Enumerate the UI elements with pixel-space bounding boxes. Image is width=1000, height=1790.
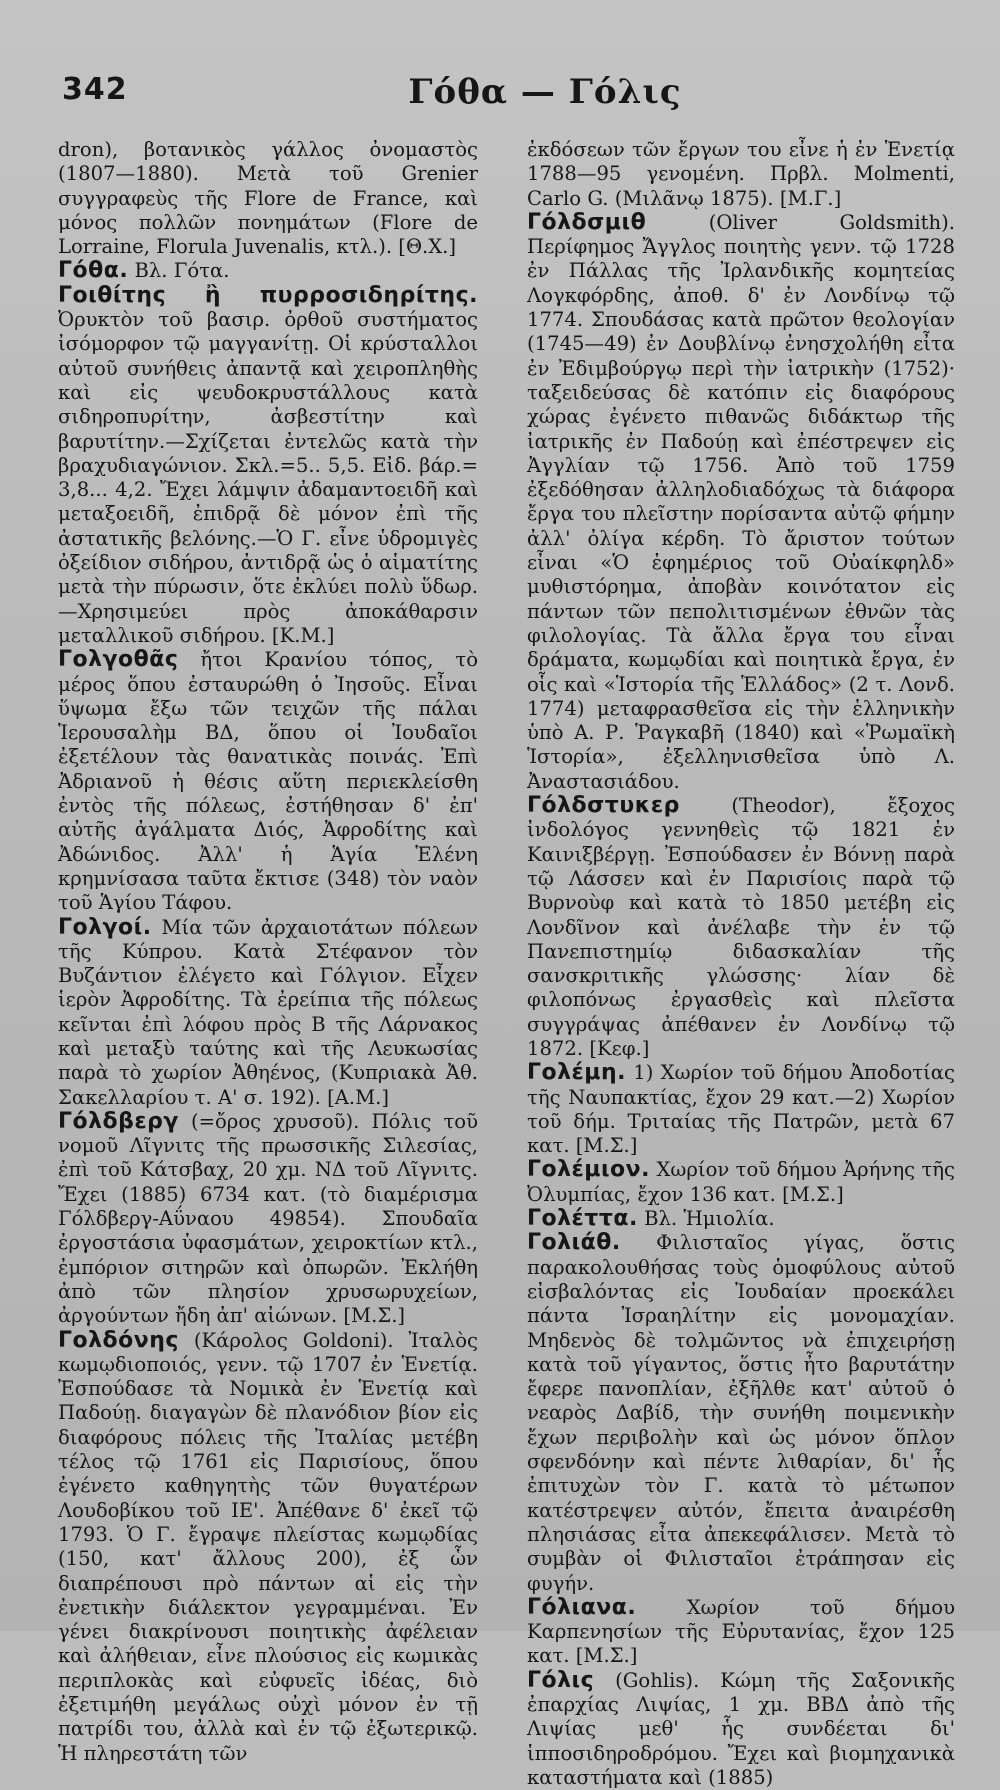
entry-text: ἐκδόσεων τῶν ἔργων του εἶνε ἡ ἐν Ἑνετίᾳ 1788—95 γενομένη. Πρβλ. Molmenti, Carlo G. (Μιλᾶνῳ 1875). [Μ.Γ.] — [527, 138, 955, 210]
dictionary-entry — [527, 1669, 955, 1790]
entry-text: (Gohlis). Κώμη τῆς Σαξονικῆς ἐπαρχίας Λιψίας, 1 χμ. ΒΒΔ ἀπὸ τῆς Λιψίας μεθ' ἧς συνδέεται δι' ἱπποσιδηροδρόμου. Ἔχει καὶ βιομηχανικὰ καταστήματα καὶ (1885) — [527, 1668, 955, 1789]
dictionary-entry — [527, 138, 955, 211]
entry-headword: Γοιθίτης ἢ πυρροσιδηρίτης. — [58, 282, 478, 308]
entry-headword: Γολγοί. — [58, 914, 152, 940]
entry-text: Χωρίον τοῦ δήμου Καρπενησίων τῆς Εὐρυτανίας, ἔχον 125 κατ. [Μ.Σ.] — [527, 1595, 955, 1668]
entry-text: Μία τῶν ἀρχαιοτάτων πόλεων τῆς Κύπρου. Κατὰ Στέφανον τὸν Βυζάντιον ἐλέγετο καὶ Γόλγιον. Εἶχεν ἱερὸν Ἀφροδίτης. Τὰ ἐρείπια τῆς πόλεως κεῖνται ἐπὶ λόφου πρὸς Β τῆς Λάρνακος καὶ μεταξὺ ταύτης καὶ τῆς Λευκωσίας παρὰ τὸ χωρίον Ἀθηένος, (Κυπριακὰ Ἀθ. Σακελλαρίου τ. Α' σ. 192). [Α.Μ.] — [58, 915, 478, 1109]
entry-headword: Γολγοθᾶς — [58, 647, 179, 673]
entry-text: Φιλισταῖος γίγας, ὅστις παρακολουθήσας τοὺς ὁμοφύλους αὐτοῦ εἰσβαλόντας εἰς Ἰουδαίαν προεκάλει πάντα Ἰσραηλίτην εἰς μονομαχίαν. Μηδενὸς δὲ τολμῶντος νὰ ἐπιχειρήσῃ κατὰ τοῦ γίγαντος, ὅστις ἦτο βαρυτάτην ἔφερε πανοπλίαν, ἐξῆλθε κατ' αὐτοῦ ὁ νεαρὸς Δαβίδ, τὴν συνήθη ποιμενικὴν ἔχων περιβολὴν καὶ ὡς μόνον ὅπλον σφενδόνην καὶ πέντε λιθαρίαν, δι' ἧς ἐπιτυχὼν τὸν Γ. κατὰ τὸ μέτωπον κατέστρεψεν αὐτόν, ἔπειτα ἀναιρέσθη πλησιάσας εἶτα ἀπεκεφάλισεν. Μετὰ τὸ συμβὰν οἱ Φιλισταῖοι ἐτράπησαν εἰς φυγήν. — [527, 1231, 956, 1595]
dictionary-entry — [58, 259, 478, 283]
entry-text: (=ὄρος χρυσοῦ). Πόλις τοῦ νομοῦ Λῖγνιτς τῆς πρωσσικῆς Σιλεσίας, ἐπὶ τοῦ Κάτσβαχ, 20 χμ. ΝΔ τοῦ Λῖγνιτς. Ἔχει (1885) 6734 κατ. (τὸ διαμέρισμα Γόλδβεργ-Αΰναου 49854). Σπουδαῖα ἐργοστάσια ὑφασμάτων, χειροκτίων κτλ., ἐμπόριον σιτηρῶν καὶ ὀπωρῶν. Ἐκλήθη ἀπὸ τῶν πλησίον χρυσωρυχείων, ἀργούντων ἤδη ἀπ' αἰώνων. [Μ.Σ.] — [58, 1109, 478, 1328]
dictionary-entry — [527, 1231, 955, 1595]
entry-headword: Γολιάθ. — [527, 1230, 621, 1256]
dictionary-entry — [58, 1329, 478, 1766]
page-number: 342 — [62, 72, 128, 107]
entry-headword: Γολέττα. — [527, 1206, 638, 1232]
entry-headword: Γόλδβεργ — [58, 1108, 179, 1134]
entry-text: ἤτοι Κρανίου τόπος, τὸ μέρος ὅπου ἐσταυρώθη ὁ Ἰησοῦς. Εἶναι ὕψωμα ἔξω τῶν τειχῶν τῆς πάλαι Ἱερουσαλὴμ ΒΔ, ὅπου οἱ Ἰουδαῖοι ἐξετέλουν τὰς θανατικὰς ποινάς. Ἐπὶ Ἀδριανοῦ ἡ θέσις αὕτη περιεκλείσθη ἐντὸς τῆς πόλεως, ἐστήθησαν δ' ἐπ' αὐτῆς ἀγάλματα Διός, Ἀφροδίτης καὶ Ἀδώνιδος. Ἀλλ' ἡ Ἁγία Ἑλένη κρημνίσασα ταῦτα ἔκτισε (348) τὸν ναὸν τοῦ Ἁγίου Τάφου. — [58, 648, 478, 915]
left-column — [58, 138, 478, 1765]
dictionary-entry — [527, 1158, 955, 1207]
dictionary-entry — [527, 1207, 955, 1231]
entry-text: Βλ. Ἡμιολία. — [644, 1207, 775, 1231]
entry-headword: Γόλις — [527, 1667, 595, 1693]
entry-headword: Γόθα. — [58, 258, 129, 284]
entry-text: Βλ. Γότα. — [134, 259, 230, 283]
dictionary-entry — [527, 1061, 955, 1158]
entry-text: dron), βοτανικὸς γάλλος ὀνομαστὸς (1807—1880). Μετὰ τοῦ Grenier συγγραφεὺς τῆς Flore de France, καὶ μόνος πολλῶν πονημάτων (Flore de Lorraine, Florula Juvenalis, κτλ.). [Θ.Χ.] — [58, 138, 478, 259]
entry-text: (Theodor), ἔξοχος ἰνδολόγος γεννηθεὶς τῷ 1821 ἐν Καινιξβέργῃ. Ἐσπούδασεν ἐν Βόννῃ παρὰ τῷ Λάσσεν καὶ ἐν Παρισίοις παρὰ τῷ Βυρνοὺφ καὶ κατὰ τὸ 1850 μετέβη εἰς Λονδῖνον καὶ ἀνέλαβε τὴν ἐν τῷ Πανεπιστημίῳ διδασκαλίαν τῆς σανσκριτικῆς γλώσσης· λίαν δὲ φιλοπόνως ἐργασθεὶς καὶ πλεῖστα συγγράψας ἀπέθανεν ἐν Λονδίνῳ τῷ 1872. [Κεφ.] — [527, 794, 955, 1060]
entry-text: Ὀρυκτὸν τοῦ βασιρ. ὀρθοῦ συστήματος ἰσόμορφον τῷ μαγγανίτῃ. Οἱ κρύσταλλοι αὐτοῦ συνήθεις ἀπαντᾷ καὶ χειροπληθὴς καὶ εἰς ψευδοκρυστάλλους κατὰ σιδηροπυρίτην, ἀσβεστίτην καὶ βαρυτίτην.—Σχίζεται ἐντελῶς κατὰ τὴν βραχυδιαγώνιον. Σκλ.=5.. 5,5. Εἰδ. βάρ.= 3,8... 4,2. Ἔχει λάμψιν ἀδαμαντοειδῆ καὶ μεταξοειδῆ, ἐπιδρᾷ δὲ μόνον ἐπὶ τῆς ἀστατικῆς βελόνης.—Ὁ Γ. εἶνε ὑδρομιγὲς ὀξείδιον σιδήρου, ἀντιδρᾷ ὡς ὁ αἱματίτης μετὰ τὴν πύρωσιν, ὅτε ἐκλύει πολὺ ὕδωρ.—Χρησιμεύει πρὸς ἀποκάθαρσιν μεταλλικοῦ σιδήρου. [Κ.Μ.] — [58, 308, 478, 647]
entry-text: (Κάρολος Goldoni). Ἰταλὸς κωμῳδιοποιός, γενν. τῷ 1707 ἐν Ἑνετίᾳ. Ἐσπούδασε τὰ Νομικὰ ἐν Ἑνετίᾳ καὶ Παδούῃ. διαγαγὼν δὲ πλανόδιον βίον εἰς διαφόρους πόλεις τῆς Ἰταλίας μετέβη τέλος τῷ 1761 εἰς Παρισίους, ὅπου ἐγένετο καθηγητὴς τῶν θυγατέρων Λουδοβίκου τοῦ ΙΕ'. Ἀπέθανε δ' ἐκεῖ τῷ 1793. Ὁ Γ. ἔγραψε πλείστας κωμῳδίας (150, κατ' ἄλλους 200), ἐξ ὧν διαπρέπουσι πρὸ πάντων αἱ εἰς τὴν ἐνετικὴν διάλεκτον γεγραμμέναι. Ἐν γένει διακρίνουσι ποιητικὴς ἀφέλειαν καὶ ἀλήθειαν, εἶνε πλούσιος εἰς κωμικὰς περιπλοκὰς καὶ εὐφυεῖς ἰδέας, διὸ ἐξετιμήθη μεγάλως οὐχὶ μόνον ἐν τῇ πατρίδι του, ἀλλὰ καὶ ἐν τῷ ἐξωτερικῷ. Ἡ πληρεστάτη τῶν — [58, 1328, 478, 1765]
dictionary-entry — [58, 916, 478, 1110]
dictionary-entry — [58, 138, 478, 259]
dictionary-entry — [58, 284, 478, 648]
entry-text: (Oliver Goldsmith). Περίφημος Ἄγγλος ποιητὴς γενν. τῷ 1728 ἐν Πάλλας τῆς Ἰρλανδικῆς κομητείας Λογκφόρδης, ἀποθ. δ' ἐν Λονδίνῳ τῷ 1774. Σπουδάσας κατὰ πρῶτον θεολογίαν (1745—49) ἐν Δουβλίνῳ ἐνησχολήθη εἶτα ἐν Ἐδιμβούργῳ περὶ τὴν ἰατρικὴν (1752)· ταξειδεύσας δὲ κατόπιν εἰς διαφόρους χώρας ἐγένετο πιθανῶς διδάκτωρ τῆς ἰατρικῆς ἐν Παδούῃ καὶ ἐπέστρεψεν εἰς Ἀγγλίαν τῷ 1756. Ἀπὸ τοῦ 1759 ἐξεδόθησαν ἀλληλοδιαδόχως τὰ διάφορα ἔργα του πλεῖστην πορίσαντα αὐτῷ φήμην ἀλλ' ὀλίγα κέρδη. Τὸ ἄριστον τούτων εἶναι «Ὁ ἐφημέριος τοῦ Οὐαίκφηλδ» μυθιστόρημα, ἀποβὰν κοινότατον εἰς πάντων τῶν πεπολιτισμένων ἐθνῶν τὰς φιλολογίας. Τὰ ἄλλα ἔργα του εἶναι δράματα, κωμῳδίαι καὶ ποιητικὰ ἔργα, ἐν οἷς καὶ «Ἱστορία τῆς Ἑλλάδος» (2 τ. Λονδ. 1774) μεταφρασθεῖσα εἰς τὴν ἑλληνικὴν ὑπὸ Α. Ρ. Ῥαγκαβῆ (1840) καὶ «Ῥωμαϊκὴ Ἱστορία», ἐξελληνισθεῖσα ὑπὸ Λ. Ἀναστασιάδου. — [527, 210, 956, 793]
entry-headword: Γόλδστυκερ — [527, 793, 680, 819]
entry-headword: Γολέμη. — [527, 1060, 627, 1086]
dictionary-entry — [58, 648, 478, 915]
dictionary-entry — [58, 1110, 478, 1329]
right-column — [527, 138, 956, 1789]
running-header: Γόθα — Γόλις — [408, 72, 682, 112]
dictionary-entry — [527, 211, 955, 794]
entry-headword: Γολέμιον. — [527, 1157, 651, 1183]
dictionary-entry — [527, 794, 955, 1061]
entry-headword: Γόλιανα. — [527, 1594, 637, 1620]
entry-text: 1) Χωρίον τοῦ δήμου Ἀποδοτίας τῆς Ναυπακτίας, ἔχον 29 κατ.—2) Χωρίον τοῦ δήμ. Τριταίας τῆς Πατρῶν, μετὰ 67 κατ. [Μ.Σ.] — [527, 1061, 955, 1158]
entry-text: Χωρίον τοῦ δήμου Ἀρήνης τῆς Ὀλυμπίας, ἔχον 136 κατ. [Μ.Σ.] — [527, 1158, 955, 1206]
entry-headword: Γόλδσμιθ — [527, 209, 647, 235]
dictionary-entry — [527, 1596, 955, 1669]
entry-headword: Γολδόνης — [58, 1327, 179, 1353]
